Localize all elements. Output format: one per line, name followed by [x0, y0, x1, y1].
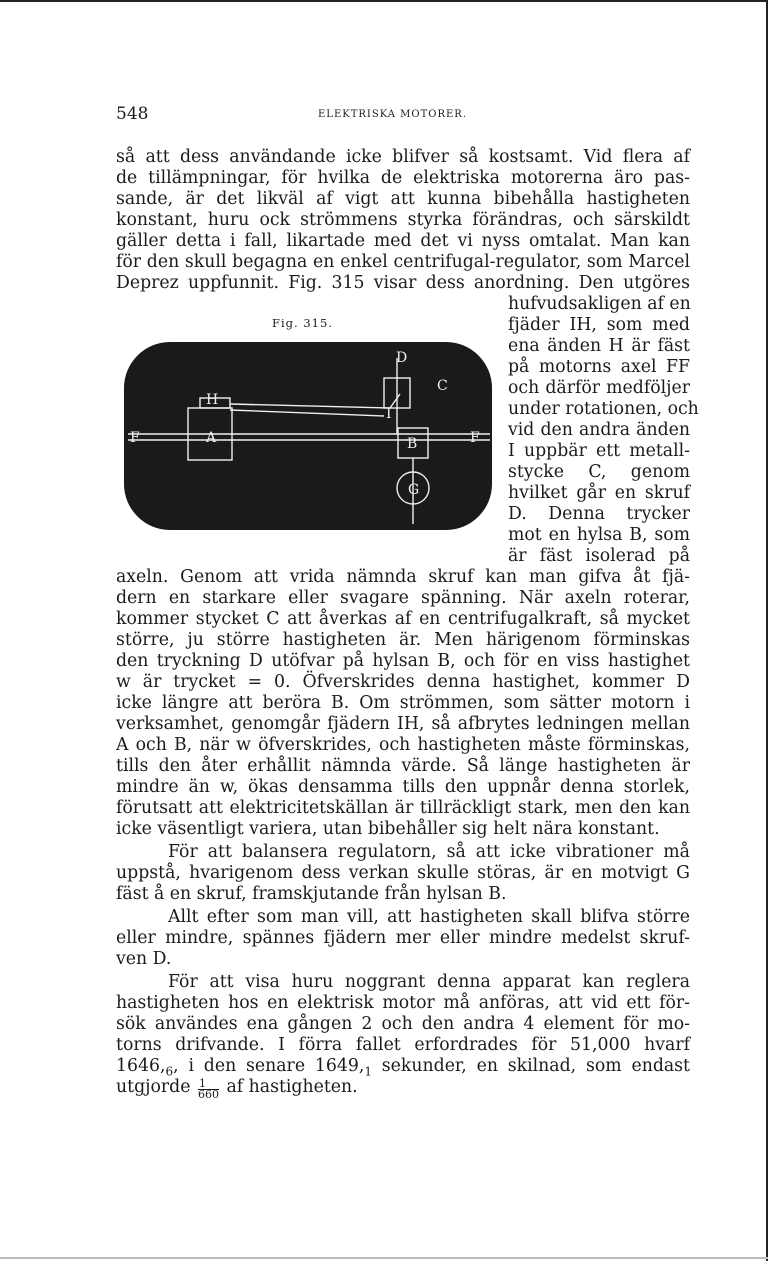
text-line: verksamhet, genomgår fjädern IH, så afbrytes ledningen mellan [116, 714, 690, 734]
figure-background [124, 342, 492, 530]
text-line: och därför medföljer [508, 378, 690, 398]
text-line: sande, är det likväl af vigt att kunna bibehålla hastigheten [116, 189, 690, 209]
text-line: mot en hylsa B, som [508, 525, 690, 545]
regulator-figure [122, 338, 494, 532]
page-edge-bottom [0, 1257, 768, 1259]
text-line: kommer stycket C att åverkas af en centrifugalkraft, så mycket [116, 609, 690, 629]
figure-caption: Fig. 315. [272, 316, 333, 330]
text-line: stycke C, genom [508, 462, 690, 482]
label-b: B [407, 436, 418, 452]
text-line: axeln. Genom att vrida nämnda skruf kan man gifva åt fjä- [116, 567, 690, 587]
text-line: för den skull begagna en enkel centrifugal-regulator, som Marcel [116, 252, 690, 272]
label-i: I [386, 406, 392, 422]
running-head: ELEKTRISKA MOTORER. [318, 109, 468, 120]
text-line: vid den andra änden [508, 420, 690, 440]
fraction-denominator: 660 [197, 1088, 219, 1101]
text-line: w är trycket = 0. Öfverskrides denna hastighet, kommer D [116, 672, 690, 692]
text-line: ena änden H är fäst [508, 336, 690, 356]
label-f-left: F [130, 430, 140, 446]
text-line: hastigheten hos en elektrisk motor må anföras, att vid ett för- [116, 993, 690, 1013]
line-part: 1646, [116, 1056, 166, 1076]
text-line: icke längre att beröra B. Om strömmen, som sätter motorn i [116, 693, 690, 713]
label-c: C [437, 378, 448, 394]
page-number: 548 [116, 104, 149, 124]
text-line: större, ju större hastigheten är. Men härigenom förminskas [116, 630, 690, 650]
text-line: hvilket går en skruf [508, 483, 690, 503]
text-line: sök användes ena gången 2 och den andra 4 element för mo- [116, 1014, 690, 1034]
text-line: de tillämpningar, för hvilka de elektriska motorerna äro pas- [116, 168, 690, 188]
text-line: hufvudsakligen af en [508, 294, 691, 314]
text-line: förutsatt att elektricitetskällan är tillräckligt stark, men den kan [116, 798, 690, 818]
text-line: på motorns axel FF [508, 357, 690, 377]
text-line: så att dess användande icke blifver så kostsamt. Vid flera af [116, 147, 690, 167]
text-line: tills den åter erhållit nämnda värde. Så länge hastigheten är [116, 756, 690, 776]
text-line: eller mindre, spännes fjädern mer eller mindre medelst skruf- [116, 928, 690, 948]
text-line: D. Denna trycker [508, 504, 690, 524]
text-line: under rotationen, och [508, 399, 699, 419]
text-line: torns drifvande. I förra fallet erfordrades för 51,000 hvarf [116, 1035, 690, 1055]
page-edge-top [0, 0, 768, 2]
fraction-numerator: 1 [198, 1079, 219, 1090]
text-line: ven D. [116, 949, 172, 969]
text-line: uppstå, hvarigenom dess verkan skulle störas, är en motvigt G [116, 863, 690, 883]
text-line [116, 1077, 690, 1101]
text-line [116, 1056, 690, 1077]
text-line: icke väsentligt variera, utan bibehåller sig helt nära konstant. [116, 819, 660, 839]
decimal: 6 [165, 1064, 174, 1079]
decimal: 1 [364, 1064, 372, 1079]
fraction [198, 1079, 219, 1100]
line-part: sekunder, en skilnad, som endast [371, 1056, 690, 1076]
text-line: fäst å en skruf, framskjutande från hylsan B. [116, 884, 507, 904]
label-a: A [206, 430, 217, 446]
label-d: D [396, 350, 408, 366]
label-g: G [408, 482, 420, 498]
text-line: dern en starkare eller svagare spänning. När axeln roterar, [116, 588, 690, 608]
text-line: I uppbär ett metall- [508, 441, 690, 461]
text-line: konstant, huru ock strömmens styrka förändras, och särskildt [116, 210, 690, 230]
label-h: H [206, 392, 219, 408]
line-part: , i den senare 1649, [173, 1056, 365, 1076]
label-f-right: F [470, 430, 480, 446]
text-line: För att balansera regulatorn, så att icke vibrationer må [168, 842, 690, 862]
text-line: är fäst isolerad på [508, 546, 690, 566]
text-line: A och B, när w öfverskrides, och hastigheten måste förminskas, [116, 735, 690, 755]
text-line: Allt efter som man vill, att hastigheten skall blifva större [168, 907, 690, 927]
text-line: fjäder IH, som med [508, 315, 690, 335]
text-line: gäller detta i fall, likartade med det vi nyss omtalat. Man kan [116, 231, 690, 251]
line-part: utgjorde [116, 1077, 196, 1097]
text-line: För att visa huru noggrant denna apparat kan reglera [168, 972, 690, 992]
line-part: af hastigheten. [220, 1077, 358, 1097]
text-line: den tryckning D utöfvar på hylsan B, och för en viss hastighet [116, 651, 690, 671]
text-line: mindre än w, ökas densamma tills den uppnår denna storlek, [116, 777, 690, 797]
text-line: Deprez uppfunnit. Fig. 315 visar dess anordning. Den utgöres [116, 273, 690, 293]
